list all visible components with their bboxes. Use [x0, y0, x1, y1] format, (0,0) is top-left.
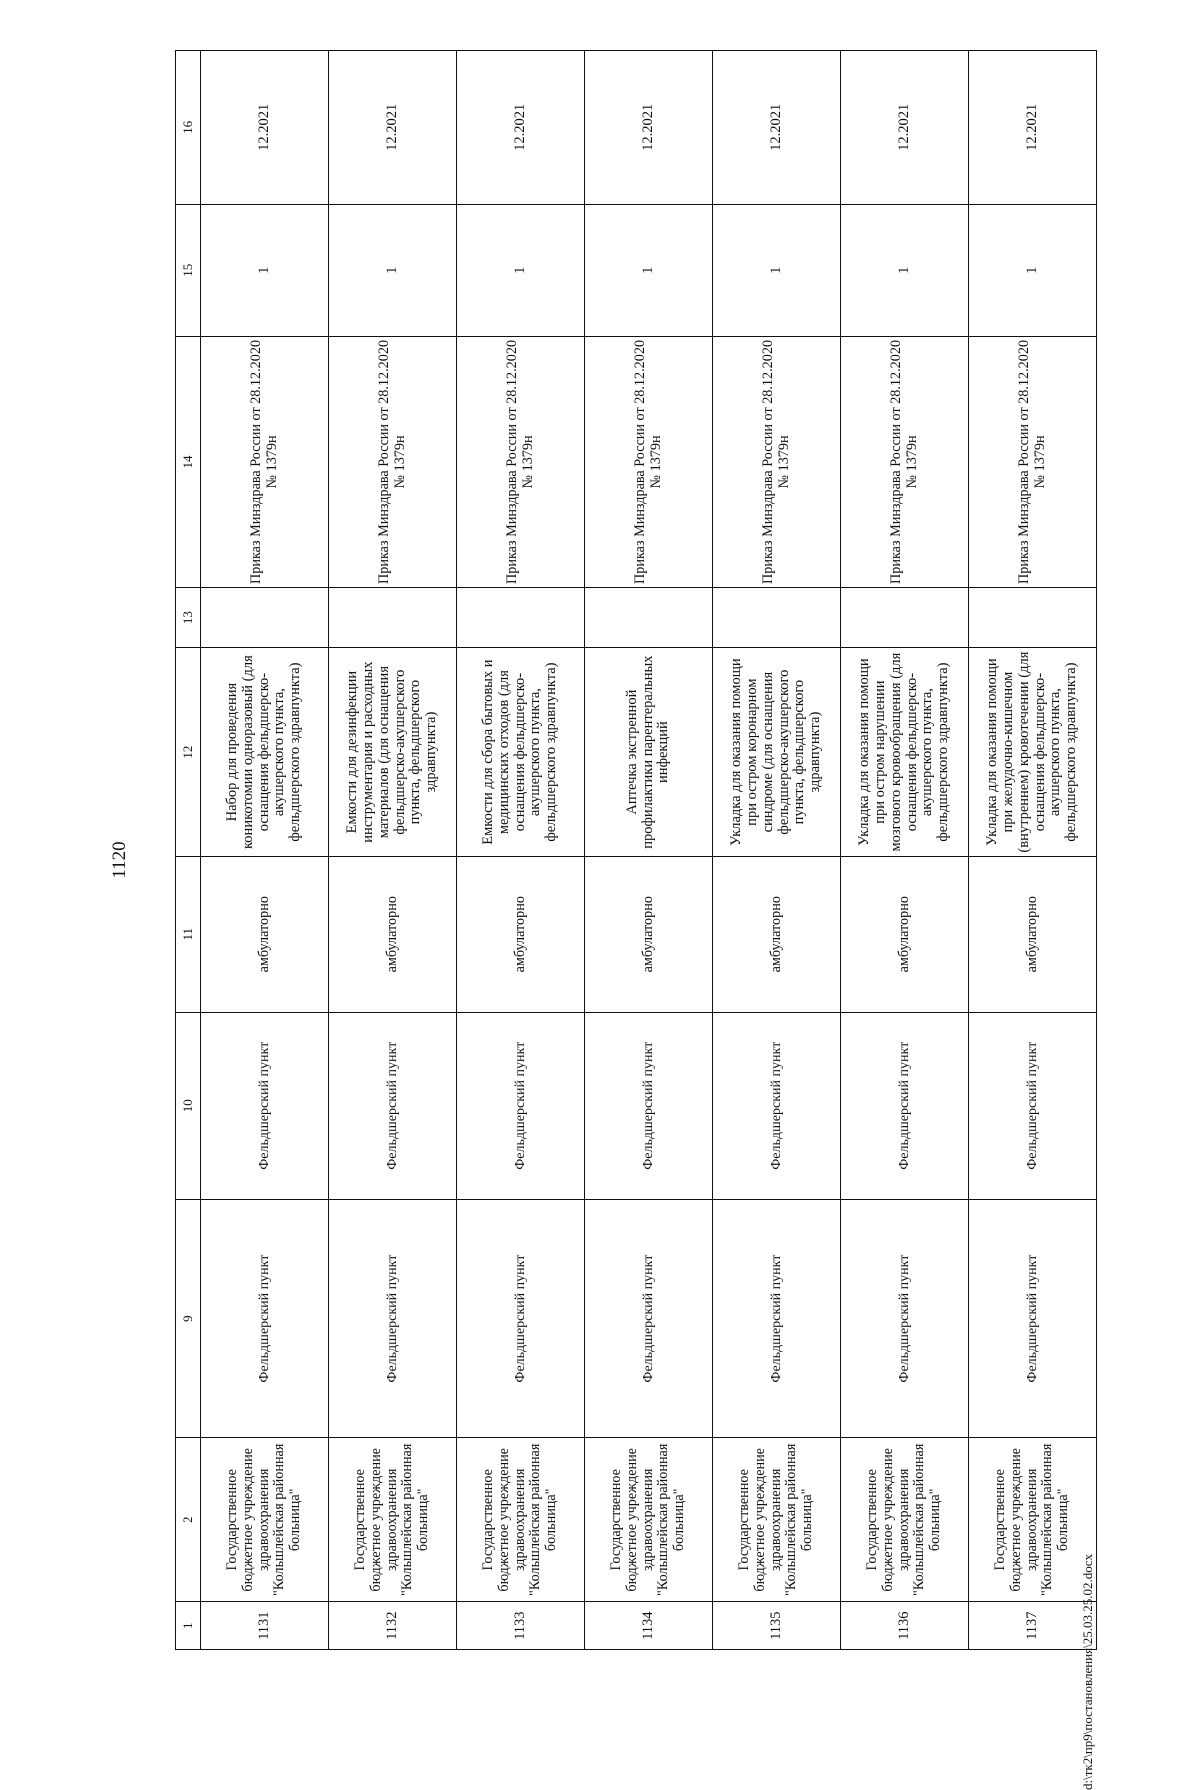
facility-type-cell: Фельдшерский пункт: [329, 1199, 457, 1437]
facility-subtype-cell: Фельдшерский пункт: [329, 1012, 457, 1199]
regulation-cell: Приказ Минздрава России от 28.12.2020 № 1379н: [841, 336, 969, 587]
date-cell: 12.2021: [585, 51, 713, 205]
page-number: 1120: [109, 841, 130, 879]
facility-type-cell: Фельдшерский пункт: [585, 1199, 713, 1437]
facility-type-cell: Фельдшерский пункт: [841, 1199, 969, 1437]
facility-subtype-cell: Фельдшерский пункт: [713, 1012, 841, 1199]
care-mode-cell: амбулаторно: [201, 856, 329, 1012]
equipment-name-cell: Емкости для дезинфекции инструментария и расходных материалов (для оснащения фельдшерско-акушерского пункта, фельдшерского здравпункта): [329, 648, 457, 857]
empty-cell: [713, 587, 841, 647]
facility-type-cell: Фельдшерский пункт: [713, 1199, 841, 1437]
row-number-cell: 1134: [585, 1602, 713, 1650]
institution-cell: Государственное бюджетное учреждение здравоохранения "Кольшлейская районная больница": [201, 1438, 329, 1602]
column-header-13: 13: [176, 587, 201, 647]
table-row: [713, 51, 841, 1650]
table-row: [585, 51, 713, 1650]
facility-type-cell: Фельдшерский пункт: [201, 1199, 329, 1437]
row-number-cell: 1137: [969, 1602, 1097, 1650]
empty-cell: [969, 587, 1097, 647]
facility-subtype-cell: Фельдшерский пункт: [457, 1012, 585, 1199]
table-row: [457, 51, 585, 1650]
regulation-cell: Приказ Минздрава России от 28.12.2020 № 1379н: [201, 336, 329, 587]
empty-cell: [329, 587, 457, 647]
equipment-name-cell: Аптечка экстренной профилактики парентеральных инфекций: [585, 648, 713, 857]
equipment-name-cell: Укладка для оказания помощи при остром коронарном синдроме (для оснащения фельдшерско-акушерского пункта, фельдшерского здравпункта): [713, 648, 841, 857]
row-number-cell: 1135: [713, 1602, 841, 1650]
column-header-15: 15: [176, 204, 201, 336]
regulation-cell: Приказ Минздрава России от 28.12.2020 № 1379н: [457, 336, 585, 587]
empty-cell: [585, 587, 713, 647]
row-number-cell: 1136: [841, 1602, 969, 1650]
column-header-10: 10: [176, 1012, 201, 1199]
care-mode-cell: амбулаторно: [969, 856, 1097, 1012]
equipment-name-cell: Укладка для оказания помощи при желудочно-кишечном (внутреннем) кровотечении (для оснащения фельдшерско-акушерского пункта, фельдшерского здравпункта): [969, 648, 1097, 857]
empty-cell: [201, 587, 329, 647]
equipment-name-cell: Емкости для сбора бытовых и медицинских отходов (для оснащения фельдшерско-акушерского пункта, фельдшерского здравпункта): [457, 648, 585, 857]
table-row: [329, 51, 457, 1650]
equipment-name-cell: Набор для проведения коникотомии одноразовый (для оснащения фельдшерско-акушерского пункта, фельдшерского здравпункта): [201, 648, 329, 857]
facility-subtype-cell: Фельдшерский пункт: [841, 1012, 969, 1199]
facility-subtype-cell: Фельдшерский пункт: [585, 1012, 713, 1199]
facility-subtype-cell: Фельдшерский пункт: [201, 1012, 329, 1199]
date-cell: 12.2021: [329, 51, 457, 205]
institution-cell: Государственное бюджетное учреждение здравоохранения "Кольшлейская районная больница": [841, 1438, 969, 1602]
table-row: [969, 51, 1097, 1650]
care-mode-cell: амбулаторно: [841, 856, 969, 1012]
table-container: [175, 50, 1080, 1650]
column-header-14: 14: [176, 336, 201, 587]
institution-cell: Государственное бюджетное учреждение здравоохранения "Кольшлейская районная больница": [585, 1438, 713, 1602]
column-header-9: 9: [176, 1199, 201, 1437]
date-cell: 12.2021: [969, 51, 1097, 205]
date-cell: 12.2021: [457, 51, 585, 205]
date-cell: 12.2021: [713, 51, 841, 205]
regulation-cell: Приказ Минздрава России от 28.12.2020 № 1379н: [329, 336, 457, 587]
column-header-12: 12: [176, 648, 201, 857]
table-row: [841, 51, 969, 1650]
date-cell: 12.2021: [201, 51, 329, 205]
column-header-11: 11: [176, 856, 201, 1012]
quantity-cell: 1: [969, 204, 1097, 336]
institution-cell: Государственное бюджетное учреждение здравоохранения "Кольшлейская районная больница": [713, 1438, 841, 1602]
empty-cell: [457, 587, 585, 647]
column-header-1: 1: [176, 1602, 201, 1650]
table-header-row: [176, 51, 201, 1650]
equipment-name-cell: Укладка для оказания помощи при остром нарушении мозгового кровообращения (для оснащения фельдшерско-акушерского пункта, фельдшерского здравпункта): [841, 648, 969, 857]
quantity-cell: 1: [329, 204, 457, 336]
care-mode-cell: амбулаторно: [457, 856, 585, 1012]
table-row: [201, 51, 329, 1650]
care-mode-cell: амбулаторно: [585, 856, 713, 1012]
equipment-table: [175, 50, 1097, 1650]
quantity-cell: 1: [841, 204, 969, 336]
column-header-2: 2: [176, 1438, 201, 1602]
regulation-cell: Приказ Минздрава России от 28.12.2020 № 1379н: [585, 336, 713, 587]
empty-cell: [841, 587, 969, 647]
regulation-cell: Приказ Минздрава России от 28.12.2020 № 1379н: [713, 336, 841, 587]
care-mode-cell: амбулаторно: [329, 856, 457, 1012]
care-mode-cell: амбулаторно: [713, 856, 841, 1012]
facility-type-cell: Фельдшерский пункт: [457, 1199, 585, 1437]
institution-cell: Государственное бюджетное учреждение здравоохранения "Кольшлейская районная больница": [457, 1438, 585, 1602]
facility-subtype-cell: Фельдшерский пункт: [969, 1012, 1097, 1199]
quantity-cell: 1: [457, 204, 585, 336]
column-header-16: 16: [176, 51, 201, 205]
quantity-cell: 1: [713, 204, 841, 336]
quantity-cell: 1: [201, 204, 329, 336]
quantity-cell: 1: [585, 204, 713, 336]
file-path-footer: d:\тк2\пр9\постановления\25.03.25.02.docx: [1080, 1553, 1095, 1790]
regulation-cell: Приказ Минздрава России от 28.12.2020 № 1379н: [969, 336, 1097, 587]
row-number-cell: 1133: [457, 1602, 585, 1650]
date-cell: 12.2021: [841, 51, 969, 205]
row-number-cell: 1132: [329, 1602, 457, 1650]
facility-type-cell: Фельдшерский пункт: [969, 1199, 1097, 1437]
institution-cell: Государственное бюджетное учреждение здравоохранения "Кольшлейская районная больница": [329, 1438, 457, 1602]
institution-cell: Государственное бюджетное учреждение здравоохранения "Кольшлейская районная больница": [969, 1438, 1097, 1602]
row-number-cell: 1131: [201, 1602, 329, 1650]
